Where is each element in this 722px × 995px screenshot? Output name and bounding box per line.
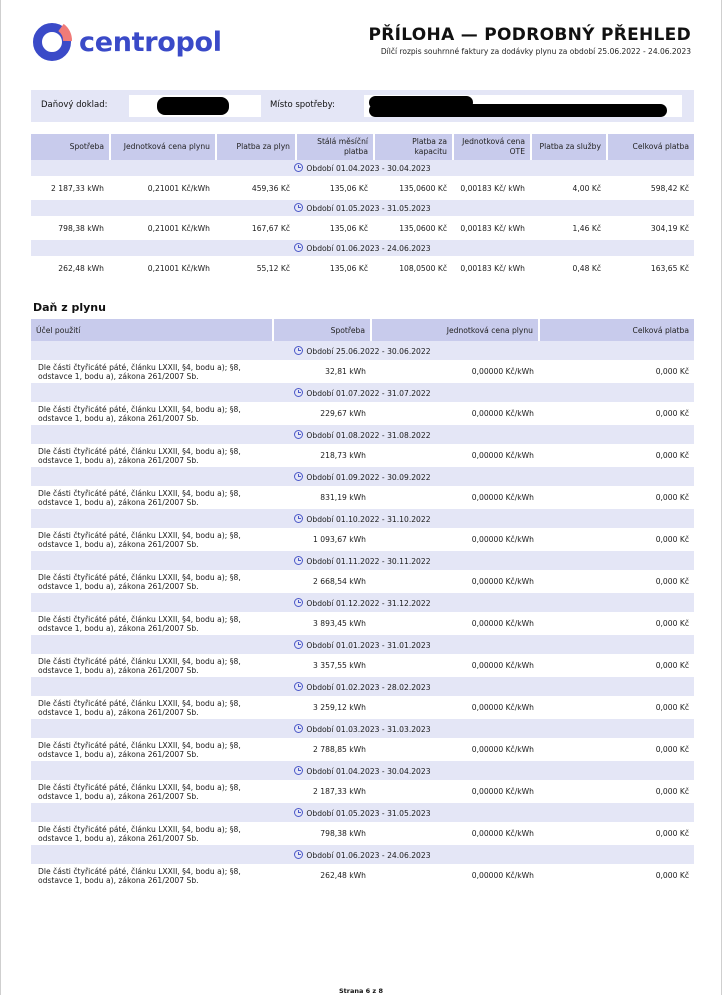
billing-unit-price-cell: 0,21001 Kč/kWh xyxy=(110,216,216,240)
billing-capacity-payment-cell: 108,0500 Kč xyxy=(374,256,453,280)
tax-document-field xyxy=(129,95,261,117)
billing-header-row xyxy=(31,134,694,160)
period-label: Období 01.06.2023 - 24.06.2023 xyxy=(306,850,431,860)
tax-consumption-cell: 2 187,33 kWh xyxy=(273,780,371,803)
tax-document-label: Daňový doklad: xyxy=(41,100,108,110)
clock-icon xyxy=(294,766,303,775)
tax-unit-price-cell: 0,00000 Kč/kWh xyxy=(371,486,539,509)
clock-icon xyxy=(294,598,303,607)
consumption-place-field xyxy=(364,95,682,117)
period-label: Období 01.05.2023 - 31.05.2023 xyxy=(306,808,431,818)
page-subtitle: Dílčí rozpis souhrnné faktury za dodávky plynu za období 25.06.2022 - 24.06.2023 xyxy=(380,47,691,56)
consumption-place-label: Místo spotřeby: xyxy=(270,100,335,110)
tax-period-row xyxy=(31,383,694,402)
billing-period-row xyxy=(31,240,694,256)
tax-period-row xyxy=(31,509,694,528)
billing-capacity-payment-cell: 135,0600 Kč xyxy=(374,176,453,200)
tax-total-cell: 0,000 Kč xyxy=(539,696,694,719)
clock-icon xyxy=(294,203,303,212)
period-label: Období 01.06.2023 - 24.06.2023 xyxy=(306,244,431,253)
page-edge-left xyxy=(0,0,1,995)
tax-data-row xyxy=(31,654,694,677)
tax-unit-price-cell: 0,00000 Kč/kWh xyxy=(371,654,539,677)
tax-purpose-cell: Dle části čtyřicáté páté, článku LXXII, §4, bodu a); §8, odstavce 1, bodu a), zákona 261/2007 Sb. xyxy=(31,738,273,761)
tax-consumption-cell: 3 357,55 kWh xyxy=(273,654,371,677)
clock-icon xyxy=(294,243,303,252)
clock-icon xyxy=(294,808,303,817)
tax-purpose-cell: Dle části čtyřicáté páté, článku LXXII, §4, bodu a); §8, odstavce 1, bodu a), zákona 261/2007 Sb. xyxy=(31,612,273,635)
billing-gas-payment-cell: 55,12 Kč xyxy=(216,256,296,280)
period-label: Období 01.07.2022 - 31.07.2022 xyxy=(306,388,431,398)
tax-data-row xyxy=(31,864,694,887)
billing-unit-price-cell: 0,21001 Kč/kWh xyxy=(110,176,216,200)
period-cell xyxy=(31,160,694,176)
tax-total-cell: 0,000 Kč xyxy=(539,822,694,845)
billing-total-payment-cell: 304,19 Kč xyxy=(607,216,694,240)
billing-total-payment-cell: 598,42 Kč xyxy=(607,176,694,200)
billing-unit-price-cell: 0,21001 Kč/kWh xyxy=(110,256,216,280)
brand-name: centropol xyxy=(79,26,222,58)
tax-consumption-cell: 3 259,12 kWh xyxy=(273,696,371,719)
tax-period-row xyxy=(31,677,694,696)
period-label: Období 01.10.2022 - 31.10.2022 xyxy=(306,514,431,524)
period-label: Období 01.08.2022 - 31.08.2022 xyxy=(306,430,431,440)
billing-data-row xyxy=(31,176,694,200)
tax-unit-price-cell: 0,00000 Kč/kWh xyxy=(371,864,539,887)
billing-consumption-cell: 798,38 kWh xyxy=(31,216,110,240)
tax-total-cell: 0,000 Kč xyxy=(539,612,694,635)
col-gas-payment: Platba za plyn xyxy=(216,134,296,160)
tax-total-cell: 0,000 Kč xyxy=(539,486,694,509)
tax-data-row xyxy=(31,822,694,845)
billing-monthly-fee-cell: 135,06 Kč xyxy=(296,216,374,240)
period-cell xyxy=(31,761,694,780)
period-cell xyxy=(31,719,694,738)
billing-data-row xyxy=(31,216,694,240)
centropol-logo-icon xyxy=(31,21,73,63)
tax-data-row xyxy=(31,402,694,425)
billing-capacity-payment-cell: 135,0600 Kč xyxy=(374,216,453,240)
redacted-tax-document xyxy=(157,97,229,115)
period-cell xyxy=(31,677,694,696)
period-cell xyxy=(31,635,694,654)
col-ote-price: Jednotková cena OTE xyxy=(453,134,531,160)
col-services-payment: Platba za služby xyxy=(531,134,607,160)
period-cell xyxy=(31,845,694,864)
tax-period-row xyxy=(31,803,694,822)
tax-unit-price-cell: 0,00000 Kč/kWh xyxy=(371,612,539,635)
tax-unit-price-cell: 0,00000 Kč/kWh xyxy=(371,360,539,383)
billing-table xyxy=(31,134,694,280)
tax-purpose-cell: Dle části čtyřicáté páté, článku LXXII, §4, bodu a); §8, odstavce 1, bodu a), zákona 261/2007 Sb. xyxy=(31,822,273,845)
tax-purpose-cell: Dle části čtyřicáté páté, článku LXXII, §4, bodu a); §8, odstavce 1, bodu a), zákona 261/2007 Sb. xyxy=(31,780,273,803)
col-consumption: Spotřeba xyxy=(31,134,110,160)
gas-tax-section-title: Daň z plynu xyxy=(33,301,106,314)
tax-purpose-cell: Dle části čtyřicáté páté, článku LXXII, §4, bodu a); §8, odstavce 1, bodu a), zákona 261/2007 Sb. xyxy=(31,402,273,425)
clock-icon xyxy=(294,163,303,172)
tax-purpose-cell: Dle části čtyřicáté páté, článku LXXII, §4, bodu a); §8, odstavce 1, bodu a), zákona 261/2007 Sb. xyxy=(31,360,273,383)
period-cell xyxy=(31,509,694,528)
tax-consumption-cell: 3 893,45 kWh xyxy=(273,612,371,635)
clock-icon xyxy=(294,514,303,523)
billing-monthly-fee-cell: 135,06 Kč xyxy=(296,256,374,280)
clock-icon xyxy=(294,430,303,439)
billing-consumption-cell: 2 187,33 kWh xyxy=(31,176,110,200)
period-label: Období 01.12.2022 - 31.12.2022 xyxy=(306,598,431,608)
tax-period-row xyxy=(31,341,694,360)
col-unit-price: Jednotková cena plynu xyxy=(110,134,216,160)
tax-unit-price-cell: 0,00000 Kč/kWh xyxy=(371,402,539,425)
tax-data-row xyxy=(31,444,694,467)
tax-total-cell: 0,000 Kč xyxy=(539,444,694,467)
page-title: PŘÍLOHA — PODROBNÝ PŘEHLED xyxy=(368,25,691,45)
tax-consumption-cell: 218,73 kWh xyxy=(273,444,371,467)
period-cell xyxy=(31,467,694,486)
tax-period-row xyxy=(31,719,694,738)
tax-purpose-cell: Dle části čtyřicáté páté, článku LXXII, §4, bodu a); §8, odstavce 1, bodu a), zákona 261/2007 Sb. xyxy=(31,486,273,509)
tax-total-cell: 0,000 Kč xyxy=(539,570,694,593)
billing-gas-payment-cell: 459,36 Kč xyxy=(216,176,296,200)
tax-period-row xyxy=(31,425,694,444)
period-label: Období 01.09.2022 - 30.09.2022 xyxy=(306,472,431,482)
col-tax-total: Celková platba xyxy=(539,319,694,341)
clock-icon xyxy=(294,640,303,649)
clock-icon xyxy=(294,388,303,397)
billing-period-row xyxy=(31,200,694,216)
tax-period-row xyxy=(31,467,694,486)
redacted-address xyxy=(369,104,667,117)
page-number: Strana 6 z 8 xyxy=(338,987,383,995)
tax-data-row xyxy=(31,696,694,719)
invoice-info-box xyxy=(31,90,694,122)
tax-data-row xyxy=(31,738,694,761)
tax-unit-price-cell: 0,00000 Kč/kWh xyxy=(371,822,539,845)
tax-consumption-cell: 229,67 kWh xyxy=(273,402,371,425)
tax-unit-price-cell: 0,00000 Kč/kWh xyxy=(371,738,539,761)
tax-consumption-cell: 32,81 kWh xyxy=(273,360,371,383)
period-label: Období 01.03.2023 - 31.03.2023 xyxy=(306,724,431,734)
centropol-logo xyxy=(31,22,222,62)
tax-consumption-cell: 2 668,54 kWh xyxy=(273,570,371,593)
tax-consumption-cell: 262,48 kWh xyxy=(273,864,371,887)
tax-consumption-cell: 1 093,67 kWh xyxy=(273,528,371,551)
col-total-payment: Celková platba xyxy=(607,134,694,160)
tax-unit-price-cell: 0,00000 Kč/kWh xyxy=(371,696,539,719)
period-cell xyxy=(31,803,694,822)
billing-services-payment-cell: 4,00 Kč xyxy=(531,176,607,200)
period-cell xyxy=(31,240,694,256)
col-monthly-fee: Stálá měsíční platba xyxy=(296,134,374,160)
clock-icon xyxy=(294,850,303,859)
tax-purpose-cell: Dle části čtyřicáté páté, článku LXXII, §4, bodu a); §8, odstavce 1, bodu a), zákona 261/2007 Sb. xyxy=(31,864,273,887)
billing-services-payment-cell: 0,48 Kč xyxy=(531,256,607,280)
tax-data-row xyxy=(31,780,694,803)
tax-total-cell: 0,000 Kč xyxy=(539,780,694,803)
billing-ote-price-cell: 0,00183 Kč/ kWh xyxy=(453,216,531,240)
clock-icon xyxy=(294,472,303,481)
period-cell xyxy=(31,593,694,612)
period-cell xyxy=(31,383,694,402)
tax-purpose-cell: Dle části čtyřicáté páté, článku LXXII, §4, bodu a); §8, odstavce 1, bodu a), zákona 261/2007 Sb. xyxy=(31,696,273,719)
billing-services-payment-cell: 1,46 Kč xyxy=(531,216,607,240)
tax-period-row xyxy=(31,761,694,780)
tax-data-row xyxy=(31,528,694,551)
tax-consumption-cell: 831,19 kWh xyxy=(273,486,371,509)
period-cell xyxy=(31,425,694,444)
tax-purpose-cell: Dle části čtyřicáté páté, článku LXXII, §4, bodu a); §8, odstavce 1, bodu a), zákona 261/2007 Sb. xyxy=(31,444,273,467)
billing-gas-payment-cell: 167,67 Kč xyxy=(216,216,296,240)
tax-purpose-cell: Dle části čtyřicáté páté, článku LXXII, §4, bodu a); §8, odstavce 1, bodu a), zákona 261/2007 Sb. xyxy=(31,654,273,677)
tax-purpose-cell: Dle části čtyřicáté páté, článku LXXII, §4, bodu a); §8, odstavce 1, bodu a), zákona 261/2007 Sb. xyxy=(31,570,273,593)
clock-icon xyxy=(294,724,303,733)
col-tax-consumption: Spotřeba xyxy=(273,319,371,341)
tax-total-cell: 0,000 Kč xyxy=(539,864,694,887)
period-cell xyxy=(31,200,694,216)
tax-consumption-cell: 798,38 kWh xyxy=(273,822,371,845)
tax-unit-price-cell: 0,00000 Kč/kWh xyxy=(371,528,539,551)
period-label: Období 01.05.2023 - 31.05.2023 xyxy=(306,204,431,213)
tax-period-row xyxy=(31,635,694,654)
col-capacity-payment: Platba za kapacitu xyxy=(374,134,453,160)
billing-data-row xyxy=(31,256,694,280)
tax-period-row xyxy=(31,593,694,612)
col-purpose: Účel použití xyxy=(31,319,273,341)
period-cell xyxy=(31,341,694,360)
tax-period-row xyxy=(31,551,694,570)
tax-total-cell: 0,000 Kč xyxy=(539,360,694,383)
tax-period-row xyxy=(31,845,694,864)
col-tax-unit-price: Jednotková cena plynu xyxy=(371,319,539,341)
tax-data-row xyxy=(31,570,694,593)
period-label: Období 01.02.2023 - 28.02.2023 xyxy=(306,682,431,692)
billing-total-payment-cell: 163,65 Kč xyxy=(607,256,694,280)
tax-unit-price-cell: 0,00000 Kč/kWh xyxy=(371,780,539,803)
period-label: Období 01.04.2023 - 30.04.2023 xyxy=(306,164,431,173)
clock-icon xyxy=(294,346,303,355)
tax-unit-price-cell: 0,00000 Kč/kWh xyxy=(371,570,539,593)
period-label: Období 01.04.2023 - 30.04.2023 xyxy=(306,766,431,776)
gas-tax-table xyxy=(31,319,694,887)
billing-ote-price-cell: 0,00183 Kč/ kWh xyxy=(453,256,531,280)
tax-data-row xyxy=(31,486,694,509)
billing-consumption-cell: 262,48 kWh xyxy=(31,256,110,280)
tax-purpose-cell: Dle části čtyřicáté páté, článku LXXII, §4, bodu a); §8, odstavce 1, bodu a), zákona 261/2007 Sb. xyxy=(31,528,273,551)
tax-data-row xyxy=(31,612,694,635)
clock-icon xyxy=(294,682,303,691)
tax-total-cell: 0,000 Kč xyxy=(539,654,694,677)
tax-unit-price-cell: 0,00000 Kč/kWh xyxy=(371,444,539,467)
billing-ote-price-cell: 0,00183 Kč/ kWh xyxy=(453,176,531,200)
billing-period-row xyxy=(31,160,694,176)
tax-data-row xyxy=(31,360,694,383)
tax-consumption-cell: 2 788,85 kWh xyxy=(273,738,371,761)
tax-total-cell: 0,000 Kč xyxy=(539,402,694,425)
period-cell xyxy=(31,551,694,570)
gas-tax-header-row xyxy=(31,319,694,341)
clock-icon xyxy=(294,556,303,565)
period-label: Období 01.01.2023 - 31.01.2023 xyxy=(306,640,431,650)
tax-total-cell: 0,000 Kč xyxy=(539,528,694,551)
period-label: Období 01.11.2022 - 30.11.2022 xyxy=(306,556,431,566)
period-label: Období 25.06.2022 - 30.06.2022 xyxy=(306,346,431,356)
tax-total-cell: 0,000 Kč xyxy=(539,738,694,761)
billing-monthly-fee-cell: 135,06 Kč xyxy=(296,176,374,200)
